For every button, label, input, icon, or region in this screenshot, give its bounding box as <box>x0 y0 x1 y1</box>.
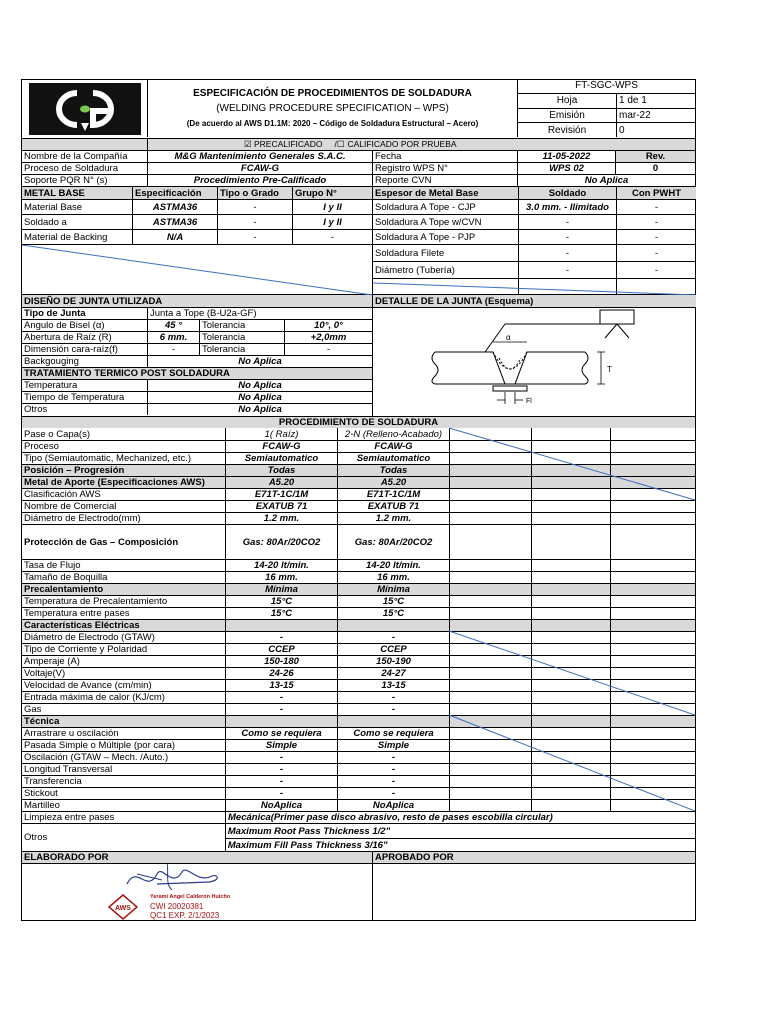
blank-cell <box>373 278 696 294</box>
joint-sketch <box>373 307 696 416</box>
stamp-text: Yerami Angel Calderon Huicho CWI 20020381 QC1 EXP. 2/1/2023 <box>150 894 231 920</box>
doc-code: FT-SGC-WPS <box>575 80 638 91</box>
pqr-row: Soporte PQR N° (s) Procedimiento Pre-Calificado Reporte CVN No Aplica <box>22 174 695 186</box>
detalle-panel: DETALLE DE LA JUNTA (Esquema) α T Fl <box>372 295 696 416</box>
metal-base-block <box>22 186 695 294</box>
table-row: Transferencia - - <box>22 775 695 787</box>
meta-row: Hoja 1 de 1 <box>518 93 695 108</box>
header-row <box>22 80 695 137</box>
table-row: Otros No Aplica <box>22 403 372 415</box>
table-row: Metal de Aporte (Especificaciones AWS) A5.20 A5.20 <box>22 476 695 488</box>
proceso-row: Proceso de Soldadura FCAW-G Registro WPS N° WPS 02 0 <box>22 162 695 174</box>
table-row: Clasificación AWS E71T-1C/1M E71T-1C/1M <box>22 488 695 500</box>
table-row: Stickout - - <box>22 787 695 799</box>
meta-row: Emisión mar-22 <box>518 108 695 123</box>
calificado-label: CALIFICADO POR PRUEBA <box>347 139 457 149</box>
table-row: Tamaño de Boquilla 16 mm. 16 mm. <box>22 571 695 583</box>
table-row: Longitud Transversal - - <box>22 763 695 775</box>
company-row: Nombre de la Compañía M&G Mantenimiento Generales S.A.C. Fecha 11-05-2022 Rev. <box>22 150 695 162</box>
table-row: Características Eléctricas <box>22 619 695 631</box>
table-row: Soldadura Filete - - <box>373 244 696 261</box>
firmas-body <box>22 863 695 920</box>
t-label: T <box>606 365 612 374</box>
table-row: Oscilación (GTAW – Mech. /Auto.) - - <box>22 751 695 763</box>
table-row: Voltaje(V) 24-26 24-27 <box>22 667 695 679</box>
wps-form <box>21 79 696 921</box>
limpieza-row: Limpieza entre pases Mecánica(Primer pase disco abrasivo, resto de pases escobilla circular) <box>22 811 695 823</box>
table-row: Martilleo NoAplica NoAplica <box>22 799 695 811</box>
company-value: M&G Mantenimiento Generales S.A.C. <box>147 151 372 162</box>
metal-base-table: METAL BASE Especificación Tipo o Grado Grupo N° Material Base ASTMA36 - I y II Soldado a ASTMA36 - I y II Material de Backing N/A - - <box>22 187 372 294</box>
table-row: Material de Backing N/A - - <box>22 229 372 244</box>
alpha-label: α <box>505 333 511 342</box>
qualification-row <box>22 138 695 150</box>
table-row: Velocidad de Avance (cm/min) 13-15 13-15 <box>22 679 695 691</box>
table-row: Tipo de Corriente y Polaridad CCEP CCEP <box>22 643 695 655</box>
table-row: Pasada Simple o Múltiple (por cara) Simple Simple <box>22 739 695 751</box>
table-row: Proceso FCAW-G FCAW-G <box>22 440 695 452</box>
table-row: Dimensión cara-raíz(f) - Tolerancia - <box>22 343 372 355</box>
company-logo <box>22 80 147 137</box>
aprobado-signature <box>372 864 695 920</box>
elaborado-signature <box>22 864 372 920</box>
aws-stamp-icon <box>108 894 138 920</box>
table-row: Protección de Gas – Composición Gas: 80Ar/20CO2 Gas: 80Ar/20CO2 <box>22 524 695 559</box>
firmas-header: ELABORADO POR APROBADO POR <box>22 851 695 863</box>
blank-cell <box>22 244 372 294</box>
table-row: Tiempo de Temperatura No Aplica <box>22 391 372 403</box>
table-row: Entrada máxima de calor (KJ/cm) - - <box>22 691 695 703</box>
precalificado-checkbox[interactable]: ☑ PRECALIFICADO <box>244 139 323 149</box>
table-row: Nombre de Comercial EXATUB 71 EXATUB 71 <box>22 500 695 512</box>
table-row: Soldadura A Tope - PJP - - <box>373 229 696 244</box>
table-row: Diámetro (Tubería) - - <box>373 261 696 278</box>
doc-meta <box>517 80 695 137</box>
table-row: Diámetro de Electrodo(mm) 1.2 mm. 1.2 mm. <box>22 512 695 524</box>
table-row: Abertura de Raíz (R) 6 mm. Tolerancia +2,0mm <box>22 331 372 343</box>
procedimiento-title: PROCEDIMIENTO DE SOLDADURA <box>278 417 439 428</box>
table-row: Tasa de Flujo 14-20 lt/min. 14-20 lt/min. <box>22 559 695 571</box>
diseno-table: DISEÑO DE JUNTA UTILIZADA Tipo de Junta Junta a Tope (B-U2a-GF) Angulo de Bisel (α) 45 ° Tolerancia 10°, 0° Abertura de Raíz (R) 6 mm. Tolerancia +2,0mm Dimensión cara-raíz(f) - Tolerancia - Backgouging No Aplica TRATAMIENTO TERMICO POST SOLDADURA Temperatura No Aplica Tiempo de Temperatura No Aplica Otros No Aplica <box>22 295 372 416</box>
calificado-icon[interactable]: /☐ <box>334 139 345 149</box>
table-row: Temperatura de Precalentamiento 15°C 15°C <box>22 595 695 607</box>
doc-title: ESPECIFICACIÓN DE PROCEDIMIENTOS DE SOLDADURA <box>193 88 472 99</box>
table-row: Gas - - <box>22 703 695 715</box>
meta-row: Revisión 0 <box>518 122 695 137</box>
table-row: Angulo de Bisel (α) 45 ° Tolerancia 10°, 0° <box>22 319 372 331</box>
table-row: Precalentamiento Mínima Mínima <box>22 583 695 595</box>
table-row: Técnica <box>22 715 695 727</box>
table-row: Tipo (Semiautomatic, Mechanized, etc.) Semiautomatico Semiautomatico <box>22 452 695 464</box>
table-row: Soldado a ASTMA36 - I y II <box>22 214 372 229</box>
espesor-table: Espesor de Metal Base Soldado Con PWHT Soldadura A Tope - CJP 3.0 mm. - Ilimitado - Soldadura A Tope w/CVN - - Soldadura A Tope - PJP - - Soldadura Filete - - Diámetro (Tubería) - - <box>372 187 696 294</box>
table-row: Posición – Progresión Todas Todas <box>22 464 695 476</box>
table-row: Soldadura A Tope w/CVN - - <box>373 214 696 229</box>
table-row: Temperatura entre pases 15°C 15°C <box>22 607 695 619</box>
fecha-value: 11-05-2022 <box>517 151 615 162</box>
table-row: Pase o Capa(s) 1( Raíz) 2-N (Relleno-Acabado) <box>22 428 695 440</box>
table-row: Material Base ASTMA36 - I y II <box>22 199 372 214</box>
doc-standard: (De acuerdo al AWS D1.1M: 2020 – Código de Soldadura Estructural – Acero) <box>186 119 479 128</box>
otros-row: Otros Maximum Root Pass Thickness 1/2" Maximum Fill Pass Thickness 3/16" <box>22 823 695 851</box>
table-row: Soldadura A Tope - CJP 3.0 mm. - Ilimitado - <box>373 199 696 214</box>
procedimiento-table <box>22 428 695 811</box>
joint-diagram-icon <box>405 308 665 414</box>
svg-text:AWS: AWS <box>115 905 131 912</box>
doc-subtitle: (WELDING PROCEDURE SPECIFICATION – WPS) <box>216 103 449 114</box>
joint-block <box>22 294 695 416</box>
strike-line <box>22 245 372 295</box>
table-row: Diámetro de Electrodo (GTAW) - - <box>22 631 695 643</box>
title-block <box>147 80 517 137</box>
table-row: Arrastrare u oscilación Como se requiera Como se requiera <box>22 727 695 739</box>
table-row: Amperaje (A) 150-180 150-190 <box>22 655 695 667</box>
mg-logo-icon <box>29 83 141 135</box>
fr-label: Fl <box>525 398 532 405</box>
table-row: Temperatura No Aplica <box>22 379 372 391</box>
